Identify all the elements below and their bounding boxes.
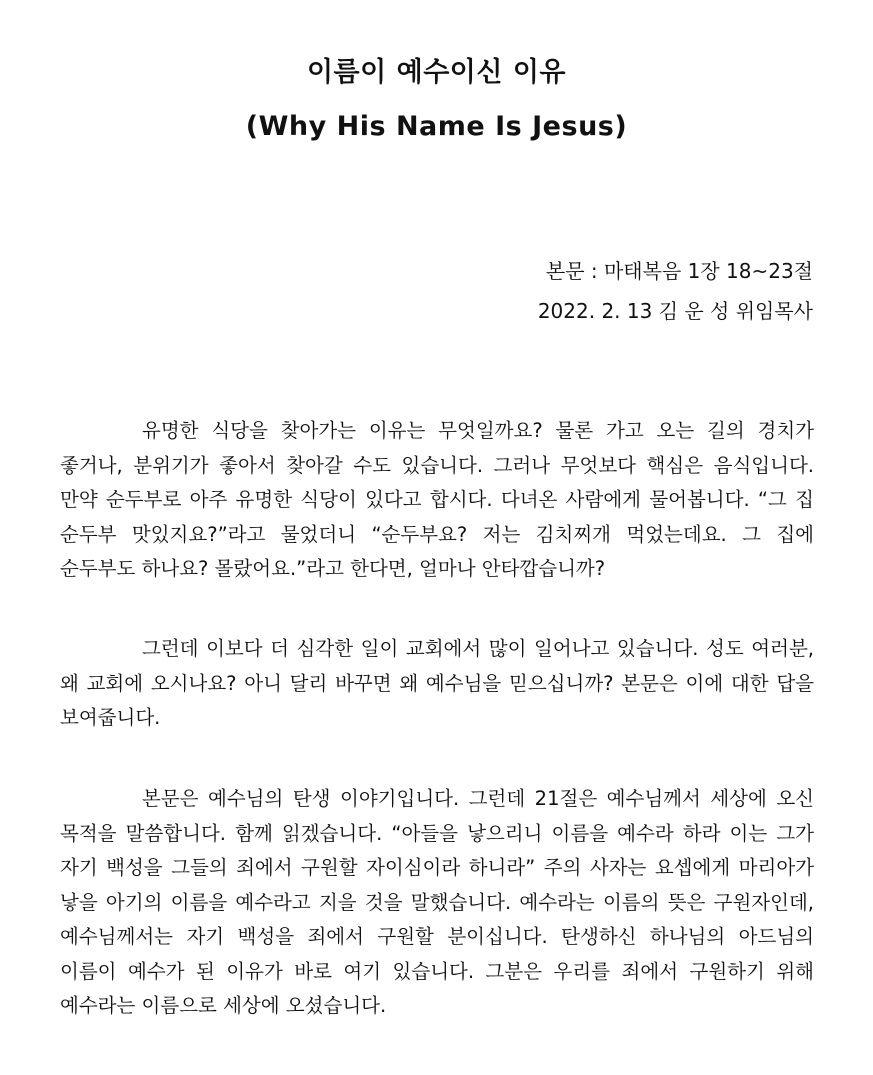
date-and-preacher: 2022. 2. 13 김 운 성 위임목사 (537, 299, 813, 323)
sermon-subtitle: (Why His Name Is Jesus) (245, 111, 628, 142)
paragraph-3: 본문은 예수님의 탄생 이야기입니다. 그런데 21절은 예수님께서 세상에 오신 목적을 말씀합니다. 함께 읽겠습니다. “아들을 낳으리니 이름을 예수라 하라 이는 그가 자기 백성을 그들의 죄에서 구원할 자이심이라 하니라” 주의 사자는 요셉에게 마리아가 낳을 아기의 이름을 예수라고 지을 것을 말했습니다. 예수라는 이름의 뜻은 구원자인데, 예수님께서는 자기 백성을 죄에서 구원할 분이십니다. 탄생하신 하나님의 아드님의 이름이 예수가 된 이유가 바로 여기 있습니다. 그분은 우리를 죄에서 구원하기 위해 예수라는 이름으로 세상에 오셨습니다. (60, 787, 814, 1017)
scripture-reference: 본문 : 마태복음 1장 18~23절 (545, 259, 813, 283)
paragraph-2: 그런데 이보다 더 심각한 일이 교회에서 많이 일어나고 있습니다. 성도 여러분, 왜 교회에 오시나요? 아니 달리 바꾸면 왜 예수님을 믿으십니까? 본문은 이에 대한 답을 보여줍니다. (60, 637, 814, 729)
sermon-title: 이름이 예수이신 이유 (306, 57, 567, 88)
paragraph-1: 유명한 식당을 찾아가는 이유는 무엇일까요? 물론 가고 오는 길의 경치가 좋거나, 분위기가 좋아서 찾아갈 수도 있습니다. 그러나 무엇보다 핵심은 음식입니다. 만약 순두부로 아주 유명한 식당이 있다고 합시다. 다녀온 사람에게 물어봅니다. “그 집 순두부 맛있지요?”라고 물었더니 “순두부요? 저는 김치찌개 먹었는데요. 그 집에 순두부도 하나요? 몰랐어요.”라고 한다면, 얼마나 안타깝습니까? (60, 419, 814, 580)
